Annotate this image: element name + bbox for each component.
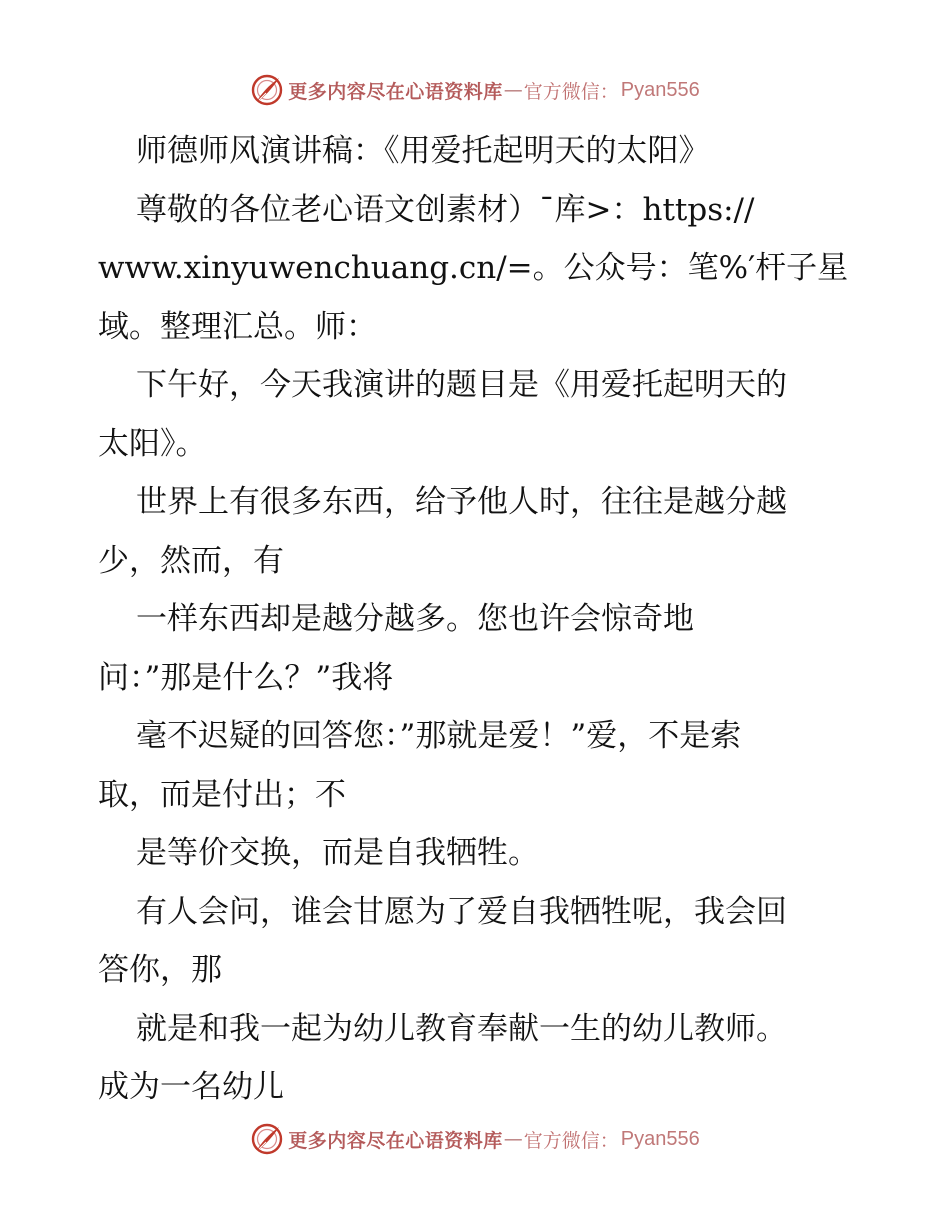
banner-dash: — — [503, 1128, 523, 1150]
doc-line: 域。整理汇总。师： — [98, 308, 377, 345]
header-watermark-banner — [0, 70, 950, 110]
doc-line: 毫不迟疑的回答您：”那就是爱！”爱，不是索 — [136, 718, 742, 754]
banner-library-text: 更多内容尽在心语资料库 — [288, 1129, 503, 1152]
doc-line: 取，而是付出；不 — [98, 776, 346, 813]
doc-line: 少，然而，有 — [98, 542, 284, 579]
doc-line: 太阳》。 — [98, 425, 207, 462]
banner-wechat-label: 官方微信： — [523, 1129, 619, 1152]
banner-wechat-id: Pyan556 — [620, 1127, 700, 1150]
banner-dash: — — [503, 79, 523, 101]
doc-line: 尊敬的各位老心语文创素材）¯库>：https:// — [136, 191, 755, 228]
doc-line: 答你，那 — [98, 952, 222, 988]
doc-line: 问：”那是什么？”我将 — [98, 659, 394, 696]
doc-line: 就是和我一起为幼儿教育奉献一生的幼儿教师。 — [136, 1010, 787, 1047]
doc-line: 有人会问，谁会甘愿为了爱自我牺牲呢，我会回 — [136, 893, 787, 930]
doc-line: 下午好，今天我演讲的题目是《用爱托起明天的 — [136, 367, 787, 403]
doc-line: 一样东西却是越分越多。您也许会惊奇地 — [136, 601, 694, 637]
doc-line: 成为一名幼儿 — [98, 1069, 284, 1105]
doc-line: 是等价交换，而是自我牺牲。 — [136, 835, 539, 871]
document-body — [98, 122, 858, 1117]
banner-wechat-id: Pyan556 — [620, 78, 700, 101]
banner-library-text: 更多内容尽在心语资料库 — [288, 80, 503, 103]
banner-wechat-label: 官方微信： — [523, 80, 619, 103]
doc-title-line: 师德师风演讲稿：《用爱托起明天的太阳》 — [136, 133, 710, 169]
footer-watermark-banner — [0, 1119, 950, 1159]
doc-line: 世界上有很多东西，给予他人时，往往是越分越 — [136, 484, 787, 520]
doc-line: www.xinyuwenchuang.cn/=。公众号：笔%′杆子星 — [98, 250, 849, 286]
quill-logo-icon — [250, 73, 284, 107]
quill-logo-icon — [250, 1122, 284, 1156]
